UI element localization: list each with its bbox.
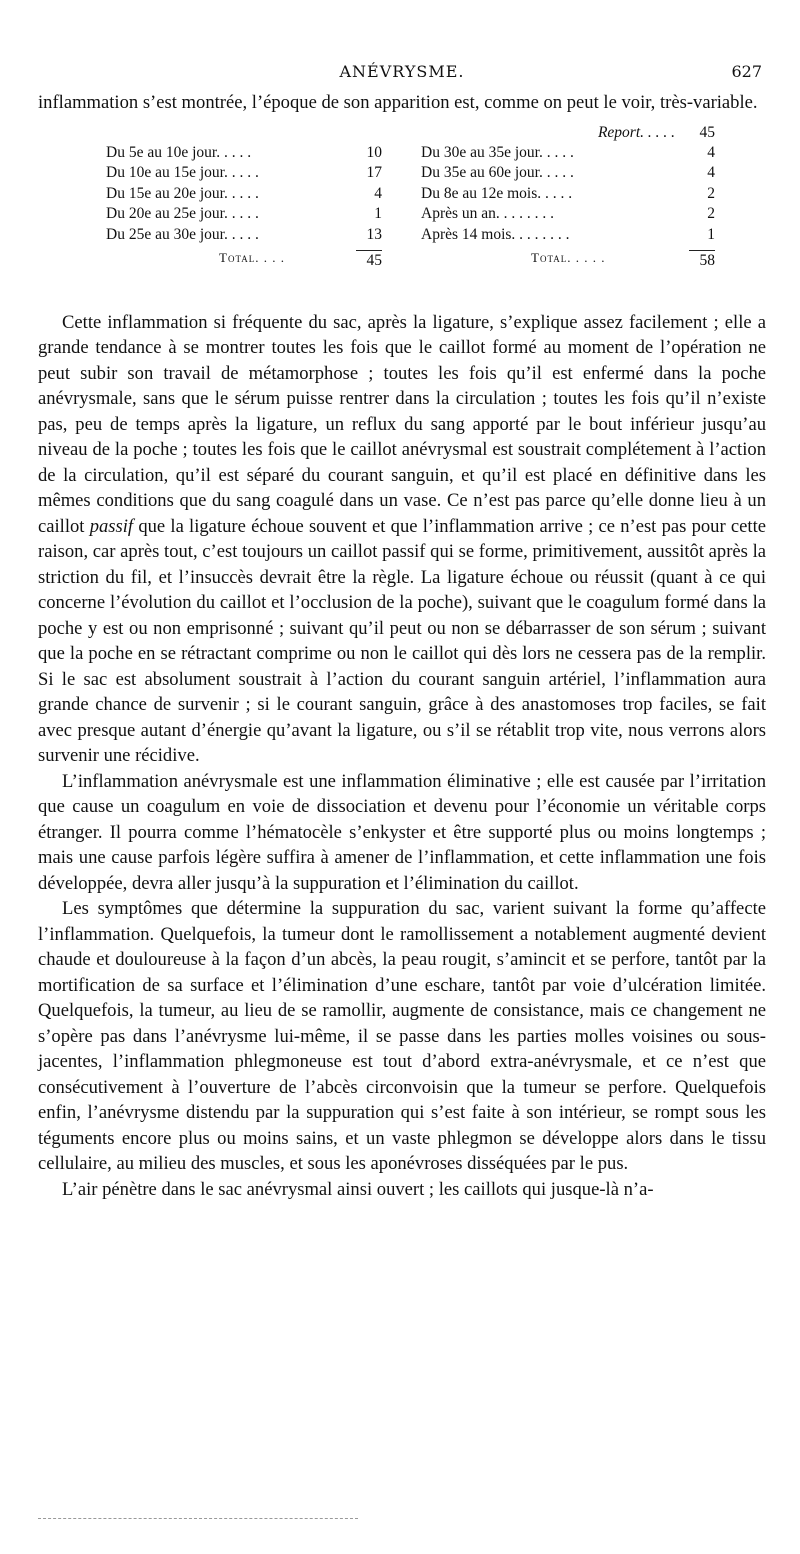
table-row: Du 25e au 30e jour. . . . . 13: [106, 225, 382, 243]
paragraph: L’air pénètre dans le sac anévrysmal ainsi ouvert ; les caillots qui jusque-là n’a-: [62, 1178, 654, 1200]
table-total-row: [106, 250, 382, 271]
table-row: Du 15e au 20e jour. . . . . 4: [106, 184, 382, 202]
report-row: [421, 124, 715, 144]
report-value: 45: [699, 123, 715, 141]
paragraph: L’inflammation anévrysmale est une inflammation éliminative ; elle est causée par l’irritation que cause un coagulum en voie de dissociation et devenu pour l’économie un véritable corps étranger. Il pourra comme l’hématocèle s’enkyster et être supporté plus ou moins longtemps ; mais une cause parfois légère suffira à amener de l’inflammation, et cette inflammation une fois développée, devra aller jusqu’à la suppuration et l’élimination du caillot.: [38, 770, 766, 894]
table-row: Du 35e au 60e jour. . . . . 4: [421, 164, 715, 181]
table-row: Du 8e au 12e mois. . . . . 2: [421, 184, 715, 202]
table-left: [106, 124, 382, 271]
table-row: Du 10e au 15e jour. . . . . 17: [106, 164, 382, 181]
report-label: Report. . . . .: [597, 123, 675, 141]
table-row: Du 5e au 10e jour. . . . . 10: [106, 143, 382, 161]
page-number: 627: [731, 62, 762, 81]
book-page: [38, 58, 766, 1202]
table-total-row: [421, 250, 715, 271]
intro-paragraph: inflammation s’est montrée, l’époque de son apparition est, comme on peut le voir, très-variable.: [38, 92, 758, 113]
total-value: 45: [356, 250, 382, 270]
paragraph: Cette inflammation si fréquente du sac, après la ligature, s’explique assez facilement ; elle a grande tendance à se montrer toutes les fois que le caillot formé au moment de l’opération ne peut subir son travail de métamorphose ; toutes les fois qu’il est enfermé dans la poche anévrysmale, sans que le sérum puisse rentrer dans la circulation ; toutes les fois qu’il n’existe pas, peu de temps après la ligature, un reflux du sang apporté par le bout inférieur jusqu’au niveau de la poche ; toutes les fois que le caillot anévrysmal est soustrait complétement à l’action de la circulation, qu’il est séparé du courant sanguin, et qu’il est placé en définitive dans les mêmes conditions que du sang coagulé dans un vase. Ce n’est pas parce qu’elle donne lieu à un caillot passif que la ligature échoue souvent et que l’inflammation arrive ; ce n’est pas pour cette raison, car après tout, c’est toujours un caillot passif qui se forme, primitivement, aussitôt après la striction du fil, et l’insuccès devrait être la règle. La ligature échoue ou réussit (quant à ce qui concerne l’évolution du caillot et l’occlusion de la poche), suivant que le coagulum formé dans la poche y est ou non emprisonné ; suivant qu’il peut ou non se débarrasser de son sérum ; suivant que la poche en se rétractant comprime ou non le caillot qui dès lors ne cessera pas de la remplir. Si le sac est absolument soustrait à l’action du courant sanguin artériel, l’inflammation aura grande chance de survenir ; si le courant sanguin, grâce à des anastomoses trop faciles, se fait avec presque autant d’énergie qu’avant la ligature, ou s’il se rétablit trop vite, nous verrons alors survenir une récidive.: [38, 311, 766, 766]
paragraph: Les symptômes que détermine la suppuration du sac, varient suivant la forme qu’affecte l’inflammation. Quelquefois, la tumeur dont le ramollissement a notablement augmenté devient chaude et douloureuse à la façon d’un abcès, la peau rougit, s’amincit et se perfore, tantôt par la mortification de sa surface et l’élimination d’une eschare, tantôt par voie d’ulcération limitée. Quelquefois, la tumeur, au lieu de se ramollir, augmente de consistance, mais ce changement ne s’opère pas dans l’anévrysme lui-même, il se passe dans les parties molles voisines ou sous-jacentes, l’inflammation phlegmoneuse est tout d’abord extra-anévrysmale, et ce n’est que consécutivement à l’ouverture de l’abcès circonvoisin que la tumeur se perfore. Quelquefois enfin, l’anévrysme distendu par la suppuration qui s’est faite à son intérieur, se rompt sous les téguments encore plus ou moins sains, et un vaste phlegmon se développe alors dans le tissu cellulaire, au milieu des muscles, et sous les aponévroses disséquées par le pus.: [38, 898, 766, 1174]
total-label: Total. . . .: [219, 250, 285, 265]
footer-rule: [38, 1518, 358, 1519]
total-value: 58: [689, 250, 715, 270]
running-header: [38, 58, 766, 88]
statistics-tables: [38, 124, 766, 310]
table-spacer: [106, 124, 382, 144]
running-title: ANÉVRYSME.: [339, 62, 465, 81]
table-row: Après 14 mois. . . . . . . . 1: [421, 225, 715, 243]
table-right: [421, 124, 715, 271]
table-row: Après un an. . . . . . . . 2: [421, 205, 715, 222]
emphasis: passif: [89, 515, 134, 537]
total-label: Total. . . . .: [531, 250, 606, 265]
table-row: Du 20e au 25e jour. . . . . 1: [106, 205, 382, 222]
table-row: Du 30e au 35e jour. . . . . 4: [421, 143, 715, 161]
body-text: [38, 310, 766, 1203]
